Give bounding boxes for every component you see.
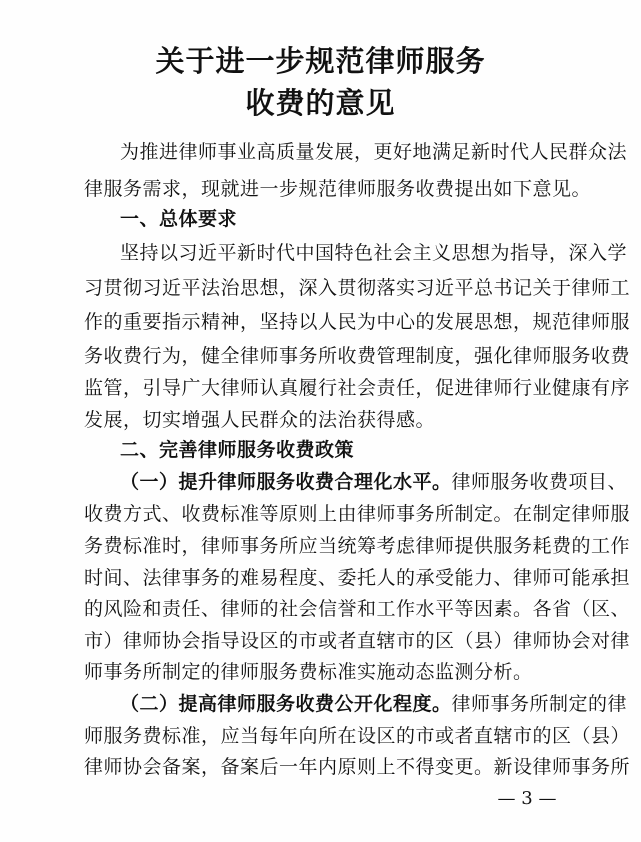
section-heading-1: 一、总体要求 (120, 208, 238, 230)
item1-lead: （一）提升律师服务收费合理化水平。 (120, 471, 452, 493)
item1-line: 市）律师协会指导设区的市或者直辖市的区（县）律师协会对律 (84, 630, 631, 652)
section1-line: 坚持以习近平新时代中国特色社会主义思想为指导，深入学 (120, 242, 628, 264)
document-title-line2: 收费的意见 (245, 86, 396, 120)
section1-line: 发展，切实增强人民群众的法治获得感。 (84, 409, 436, 431)
intro-line: 律服务需求，现就进一步规范律师服务收费提出如下意见。 (84, 178, 592, 200)
section1-line: 务收费行为，健全律师事务所收费管理制度，强化律师服务收费 (84, 345, 631, 367)
document-title-line1: 关于进一步规范律师服务 (155, 44, 486, 78)
item2-lead: （二）提高律师服务收费公开化程度。 (120, 693, 452, 715)
section1-line: 监管，引导广大律师认真履行社会责任，促进律师行业健康有序 (84, 377, 631, 399)
page-number: — 3 — (497, 788, 557, 809)
item1-line: 师事务所制定的律师服务费标准实施动态监测分析。 (84, 661, 533, 683)
item1-line: 时间、法律事务的难易程度、委托人的承受能力、律师可能承担 (84, 567, 631, 589)
item1-line: 收费方式、收费标准等原则上由律师事务所制定。在制定律师服 (84, 503, 631, 525)
item1-line: 的风险和责任、律师的社会信誉和工作水平等因素。各省（区、 (84, 598, 631, 620)
section1-line: 习贯彻习近平法治思想，深入贯彻落实习近平总书记关于律师工 (84, 277, 631, 299)
item1-text: 律师服务收费项目、 (451, 471, 628, 493)
item2-line: 师服务费标准，应当每年向所在设区的市或者直辖市的区（县） (84, 725, 631, 747)
item2-first-line (120, 692, 628, 716)
item2-line: 律师协会备案，备案后一年内原则上不得变更。新设律师事务所 (84, 756, 631, 778)
item1-first-line (120, 470, 628, 494)
item1-line: 务费标准时，律师事务所应当统筹考虑律师提供服务耗费的工作 (84, 535, 631, 557)
item2-text: 律师事务所制定的律 (451, 693, 628, 715)
intro-line: 为推进律师事业高质量发展，更好地满足新时代人民群众法 (120, 141, 628, 163)
section-heading-2: 二、完善律师服务收费政策 (120, 439, 355, 461)
section1-line: 作的重要指示精神，坚持以人民为中心的发展思想，规范律师服 (84, 311, 631, 333)
